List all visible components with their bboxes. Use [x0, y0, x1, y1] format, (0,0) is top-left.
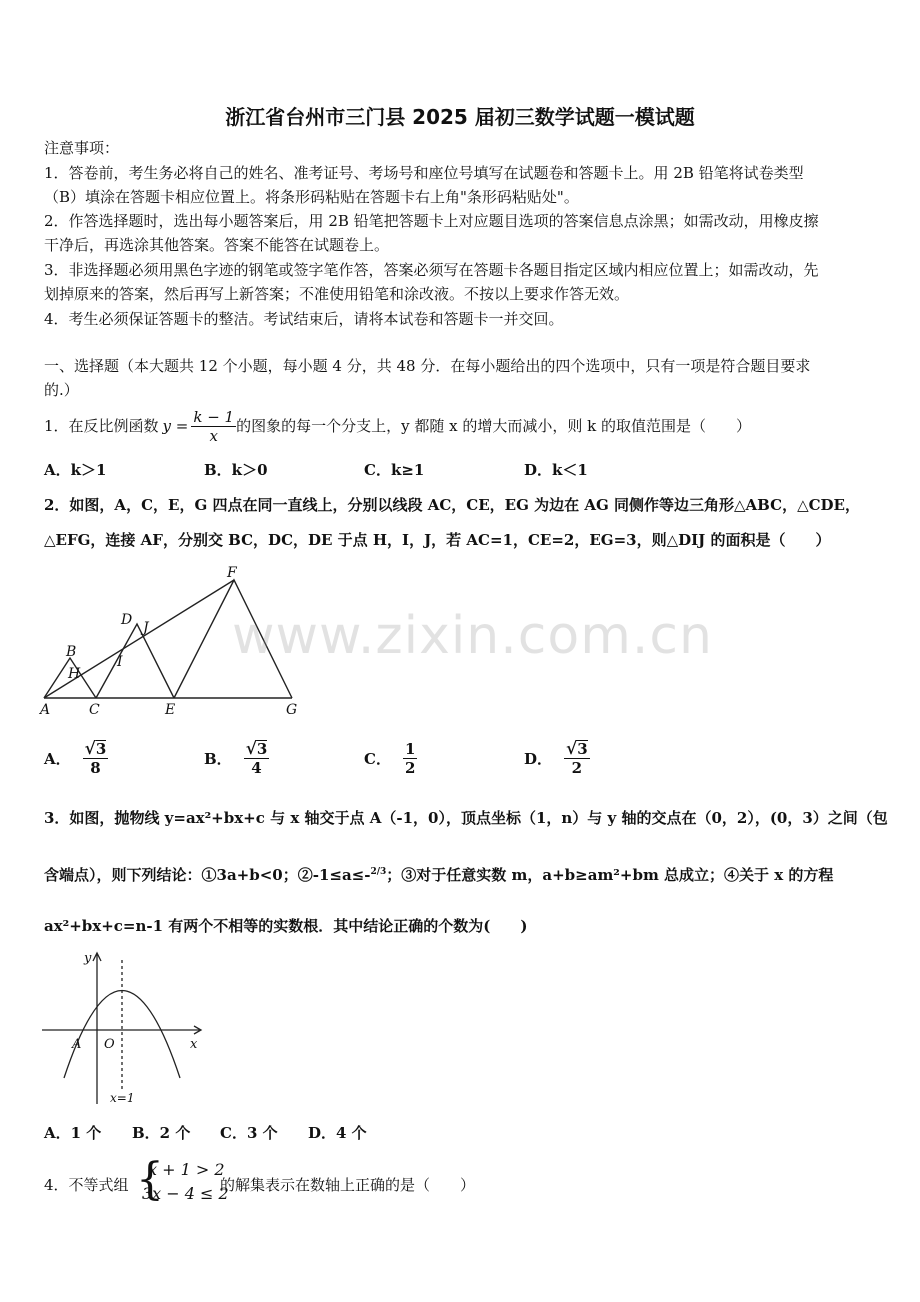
q2-label-a: A — [40, 702, 51, 718]
q3-label-y: y — [84, 951, 92, 966]
q3-label-symmetry: x=1 — [110, 1091, 135, 1105]
q2-option-d-fraction: √ 3 2 — [566, 739, 588, 777]
q1-option-d: D．k＜1 — [524, 461, 588, 479]
q3-option-c: C．3 个 — [220, 1124, 278, 1142]
q2-label-f: F — [227, 565, 237, 581]
q2-option-d-den: 2 — [571, 759, 583, 777]
question-3-line-3: ax²+bx+c=n-1 有两个不相等的实数根．其中结论正确的个数为( ) — [44, 917, 528, 935]
q4-inequality-1: x + 1 > 2 — [148, 1160, 225, 1179]
q2-option-b-fraction: √ 3 4 — [245, 739, 268, 777]
q3-parabola-figure — [40, 948, 206, 1108]
q2-triangle-cde — [96, 624, 174, 698]
notice-line-4: 干净后，再选涂其他答案。答案不能答在试题卷上。 — [44, 236, 390, 254]
q2-option-a-letter: A． — [44, 750, 71, 768]
q2-option-b-den: 4 — [251, 759, 262, 777]
q1-y-equals: y = — [162, 417, 189, 435]
q3-option-d: D．4 个 — [308, 1124, 367, 1142]
q2-label-d: D — [121, 612, 133, 628]
q1-prefix: 1．在反比例函数 — [44, 417, 159, 435]
notice-heading: 注意事项： — [44, 139, 120, 157]
q2-option-a-num: 3 — [95, 740, 107, 758]
q2-option-c-den: 2 — [404, 759, 416, 777]
q3-label-x: x — [190, 1037, 198, 1052]
q2-label-i: I — [117, 654, 123, 670]
q2-label-e: E — [165, 702, 176, 718]
notice-line-1: 1．答卷前，考生务必将自己的姓名、准考证号、考场号和座位号填写在试题卷和答题卡上。用 2B 铅笔将试卷类型 — [44, 164, 804, 182]
q1-fraction-denominator: x — [209, 426, 218, 445]
q2-option-c — [364, 740, 417, 777]
q2-option-b — [204, 740, 269, 777]
q2-option-b-num: 3 — [256, 740, 268, 758]
q1-option-a: A．k＞1 — [44, 461, 107, 479]
q2-option-a-fraction: √ 3 8 — [84, 739, 107, 777]
q2-label-h: H — [68, 666, 81, 682]
q1-option-b: B．k＞0 — [204, 461, 268, 479]
watermark: www.zixin.com.cn — [232, 606, 713, 666]
q2-label-j: J — [143, 620, 149, 636]
q2-label-b: B — [66, 644, 77, 660]
q4-inequality-2: 3x − 4 ≤ 2 — [142, 1184, 229, 1203]
question-3-line-2 — [44, 862, 833, 885]
q1-fraction-numerator: k − 1 — [193, 407, 235, 426]
q2-option-d-letter: D． — [524, 750, 553, 768]
q2-option-d — [524, 740, 590, 777]
q2-option-c-num: 1 — [404, 740, 416, 758]
section-heading-2: 的.） — [44, 381, 79, 399]
q2-option-c-letter: C． — [364, 750, 391, 768]
notice-line-5: 3．非选择题必须用黑色字迹的钢笔或签字笔作答，答案必须写在答题卡各题目指定区域内相应位置上；如需改动，先 — [44, 261, 819, 279]
section-heading-1: 一、选择题（本大题共 12 个小题，每小题 4 分，共 48 分．在每小题给出的四个选项中，只有一项是符合题目要求 — [44, 357, 811, 375]
q3-option-b: B．2 个 — [132, 1124, 191, 1142]
q1-option-c: C．k≥1 — [364, 461, 425, 479]
notice-line-2: （B）填涂在答题卡相应位置上。将条形码粘贴在答题卡右上角"条形码粘贴处"。 — [44, 188, 579, 206]
notice-line-7: 4．考生必须保证答题卡的整洁。考试结束后，请将本试卷和答题卡一并交回。 — [44, 310, 564, 328]
q3-option-a: A．1 个 — [44, 1124, 102, 1142]
question-2-line-1: 2．如图，A，C，E，G 四点在同一直线上，分别以线段 AC，CE，EG 为边在 AG 同侧作等边三角形△ABC，△CDE， — [44, 496, 860, 514]
notice-line-3: 2．作答选择题时，选出每小题答案后，用 2B 铅笔把答题卡上对应题目选项的答案信息点涂黑；如需改动，用橡皮擦 — [44, 212, 819, 230]
q3-tiny-fraction: 2/3 — [370, 867, 387, 877]
q1-suffix: 的图象的每一个分支上，y 都随 x 的增大而减小，则 k 的取值范围是（ ） — [236, 417, 751, 435]
q2-label-g: G — [286, 702, 298, 718]
q2-option-a — [44, 740, 108, 777]
q3-line-2-part-b: ；③对于任意实数 m，a+b≥am²+bm 总成立；④关于 x 的方程 — [386, 866, 834, 884]
question-4-suffix: 的解集表示在数轴上正确的是（ ） — [220, 1176, 476, 1194]
q2-option-c-fraction — [403, 740, 417, 777]
q4-brace: { — [136, 1154, 164, 1205]
q3-line-2-part-a: 含端点），则下列结论：①3a+b<0；②-1≤a≤- — [44, 866, 371, 884]
question-2-line-2: △EFG，连接 AF，分别交 BC，DC，DE 于点 H，I，J，若 AC=1，CE=2，EG=3，则△DIJ 的面积是（ ） — [44, 531, 831, 549]
notice-line-6: 划掉原来的答案，然后再写上新答案；不准使用铅笔和涂改液。不按以上要求作答无效。 — [44, 285, 630, 303]
question-1 — [44, 404, 751, 448]
q3-label-a: A — [72, 1037, 82, 1052]
q2-option-b-letter: B． — [204, 750, 232, 768]
q1-fraction — [191, 408, 236, 445]
question-4-prefix: 4．不等式组 — [44, 1176, 129, 1194]
q2-label-c: C — [89, 702, 100, 718]
question-3-line-1: 3．如图，抛物线 y=ax²+bx+c 与 x 轴交于点 A（-1，0），顶点坐标（1，n）与 y 轴的交点在（0，2），(0，3）之间（包 — [44, 809, 888, 827]
q2-option-a-den: 8 — [90, 759, 101, 777]
paper-title: 浙江省台州市三门县 2025 届初三数学试题一模试题 — [225, 105, 695, 129]
q2-option-d-num: 3 — [577, 740, 588, 758]
q3-label-origin: O — [104, 1037, 115, 1052]
